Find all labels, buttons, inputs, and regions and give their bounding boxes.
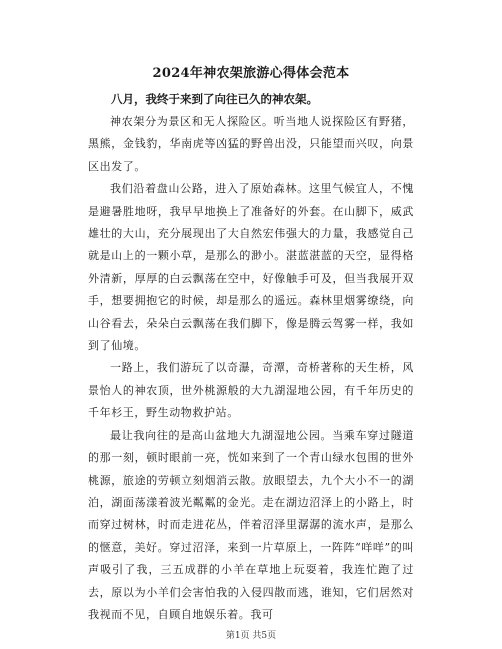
document-body [88,88,414,626]
section-heading: 八月，我终于来到了向往已久的神农架。 [111,92,318,106]
paragraph-2: 我们沿着盘山公路，进入了原始森林。这里气候宜人，不愧是避暑胜地呀，我早早地换上了准备好的外套。在山脚下，威武雄壮的大山，充分展现出了大自然宏伟强大的力量，我感觉自己就是山上的一颗小草，是那么的渺小。湛蓝湛蓝的天空，显得格外清新，厚厚的白云飘荡在空中，好像触手可及，但当我展开双手，想要拥抱它的时候，却是那么的遥远。森林里烟雾缭绕，向山谷看去，朵朵白云飘荡在我们脚下，像是腾云驾雾一样，我如到了仙境。 [88,182,414,353]
paragraph-1: 神农架分为景区和无人探险区。听当地人说探险区有野猪，黑熊，金钱豹，华南虎等凶猛的野兽出没，只能望而兴叹，向景区出发了。 [88,115,414,173]
document-title: 2024年神农架旅游心得体会范本 [152,66,350,81]
paragraph-4: 最让我向往的是高山盆地大九湖湿地公园。当乘车穿过隧道的那一刻，顿时眼前一亮，恍如来到了一个青山绿水包围的世外桃源，旅途的劳顿立刻烟消云散。放眼望去，九个大小不一的湖泊，湖面荡漾着波光粼粼的金光。走在湖边沼泽上的小路上，时而穿过树林，时而走进花丛，伴着沼泽里潺潺的流水声，是那么的惬意，美好。穿过沼泽，来到一片草原上，一阵阵“咩咩”的叫声吸引了我，三五成群的小羊在草地上玩耍着，我连忙跑了过去，原以为小羊们会害怕我的入侵四散而逃，谁知，它们居然对我视而不见，自顾自地娱乐着。我可 [88,428,414,621]
page-footer: 第1页 共5页 [225,631,277,641]
paragraph-3: 一路上，我们游玩了以奇瀑，奇潭，奇桥著称的天生桥，风景怡人的神农顶，世外桃源般的大九湖湿地公园，有千年历史的千年杉王，野生动物救护站。 [88,361,414,420]
